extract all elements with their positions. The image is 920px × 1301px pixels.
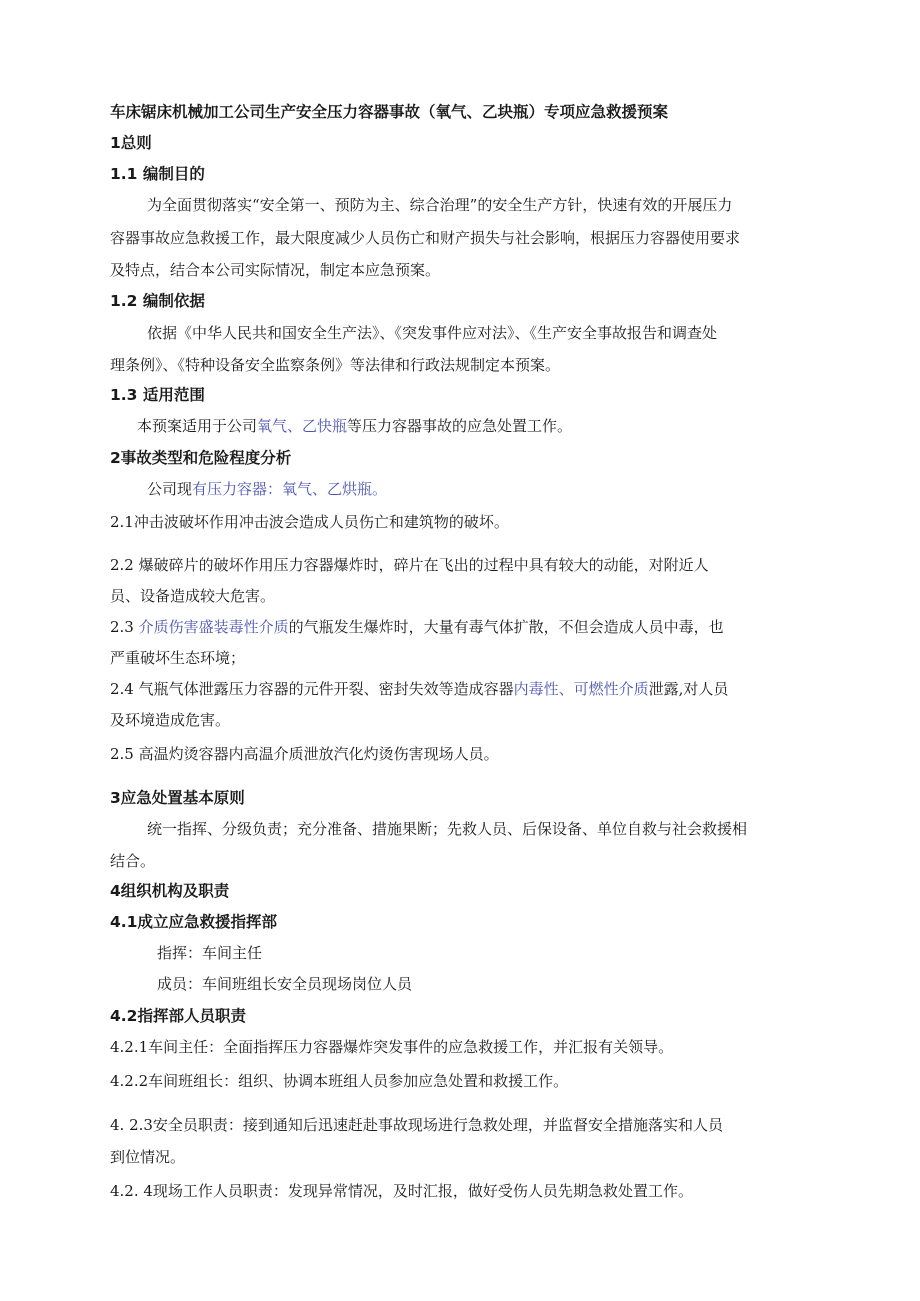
duty-4-2-2: 4.2.2车间班组长：组织、协调本班组人员参加应急处置和救援工作。 (110, 1072, 569, 1090)
principle-paragraph-line-2: 结合。 (110, 852, 156, 870)
principle-paragraph-line-1: 统一指挥、分级负责；充分准备、措施果断；先救人员、后保设备、单位自救与社会救援相 (147, 820, 748, 838)
duty-4-2-1: 4.2.1车间主任：全面指挥压力容器爆炸突发事件的应急救援工作，并汇报有关领导。 (110, 1038, 674, 1056)
section-4-1-heading: 4.1成立应急救援指挥部 (110, 913, 277, 931)
item-2-4-line-2: 及环境造成危害。 (110, 711, 231, 729)
section-2-heading: 2事故类型和危险程度分析 (110, 449, 292, 467)
item-2-3-line-1 (110, 616, 830, 638)
section-4-2-heading: 4.2指挥部人员职责 (110, 1007, 246, 1025)
section-1-2-heading: 1.2 编制依据 (110, 292, 205, 310)
basis-paragraph-line-2: 理条例》、《特种设备安全监察条例》等法律和行政法规制定本预案。 (110, 356, 561, 374)
section-1-1-heading: 1.1 编制目的 (110, 165, 205, 183)
equipment-highlight: 有压力容器：氧气、乙烘瓶。 (192, 480, 388, 498)
members-line: 成员：车间班组长安全员现场岗位人员 (157, 975, 413, 993)
purpose-paragraph-line-2: 容器事故应急救援工作，最大限度减少人员伤亡和财产损失与社会影响，根据压力容器使用要求 (110, 229, 741, 247)
scope-paragraph (110, 415, 830, 437)
item-2-4-text-c: 泄露,对人员 (648, 680, 729, 698)
duty-4-2-3-line-1: 4. 2.3安全员职责：接到通知后迅速赶赴事故现场进行急救处理，并监督安全措施落实和人员 (110, 1116, 723, 1134)
purpose-paragraph-line-3: 及特点，结合本公司实际情况，制定本应急预案。 (110, 261, 441, 279)
item-2-3-highlight: 介质伤害盛装毒性介质 (138, 618, 289, 636)
basis-paragraph-line-1: 依据《中华人民共和国安全生产法》、《突发事件应对法》、《生产安全事故报告和调查处 (147, 324, 718, 342)
item-2-2-line-1: 2.2 爆破碎片的破坏作用压力容器爆炸时，碎片在飞出的过程中具有较大的动能，对附近人 (110, 556, 709, 574)
duty-4-2-3-line-2: 到位情况。 (110, 1148, 186, 1166)
equipment-text-a: 公司现 (147, 480, 193, 498)
duty-4-2-4: 4.2. 4现场工作人员职责：发现异常情况，及时汇报，做好受伤人员先期急救处置工作。 (110, 1182, 693, 1200)
scope-text-c: 等压力容器事故的应急处置工作。 (347, 417, 573, 435)
item-2-3-line-2: 严重破坏生态环境； (110, 649, 246, 667)
item-2-1: 2.1冲击波破坏作用冲击波会造成人员伤亡和建筑物的破坏。 (110, 513, 509, 531)
purpose-paragraph-line-1: 为全面贯彻落实“安全第一、预防为主、综合治理”的安全生产方针，快速有效的开展压力 (147, 196, 733, 214)
item-2-5: 2.5 高温灼烫容器内高温介质泄放汽化灼烫伤害现场人员。 (110, 745, 499, 763)
item-2-3-text: 的气瓶发生爆炸时，大量有毒气体扩散，不但会造成人员中毒，也 (288, 618, 724, 636)
item-2-4-text-a: 2.4 气瓶气体泄露压力容器的元件开裂、密封失效等造成容器 (110, 680, 514, 698)
scope-text-a: 本预案适用于公司 (137, 417, 258, 435)
section-1-heading: 1总则 (110, 134, 152, 152)
item-2-4-line-1 (110, 678, 830, 700)
section-4-heading: 4组织机构及职责 (110, 882, 230, 900)
item-2-2-line-2: 员、设备造成较大危害。 (110, 587, 276, 605)
scope-highlight: 氧气、乙快瓶 (257, 417, 348, 435)
section-1-3-heading: 1.3 适用范围 (110, 386, 205, 404)
item-2-4-highlight: 内毒性、可燃性介质 (513, 680, 649, 698)
item-2-3-number: 2.3 (110, 618, 139, 636)
document-title: 车床锯床机械加工公司生产安全压力容器事故（氧气、乙块瓶）专项应急救援预案 (110, 103, 669, 121)
commander-line: 指挥：车间主任 (157, 944, 263, 962)
equipment-paragraph (110, 478, 830, 500)
section-3-heading: 3应急处置基本原则 (110, 789, 245, 807)
